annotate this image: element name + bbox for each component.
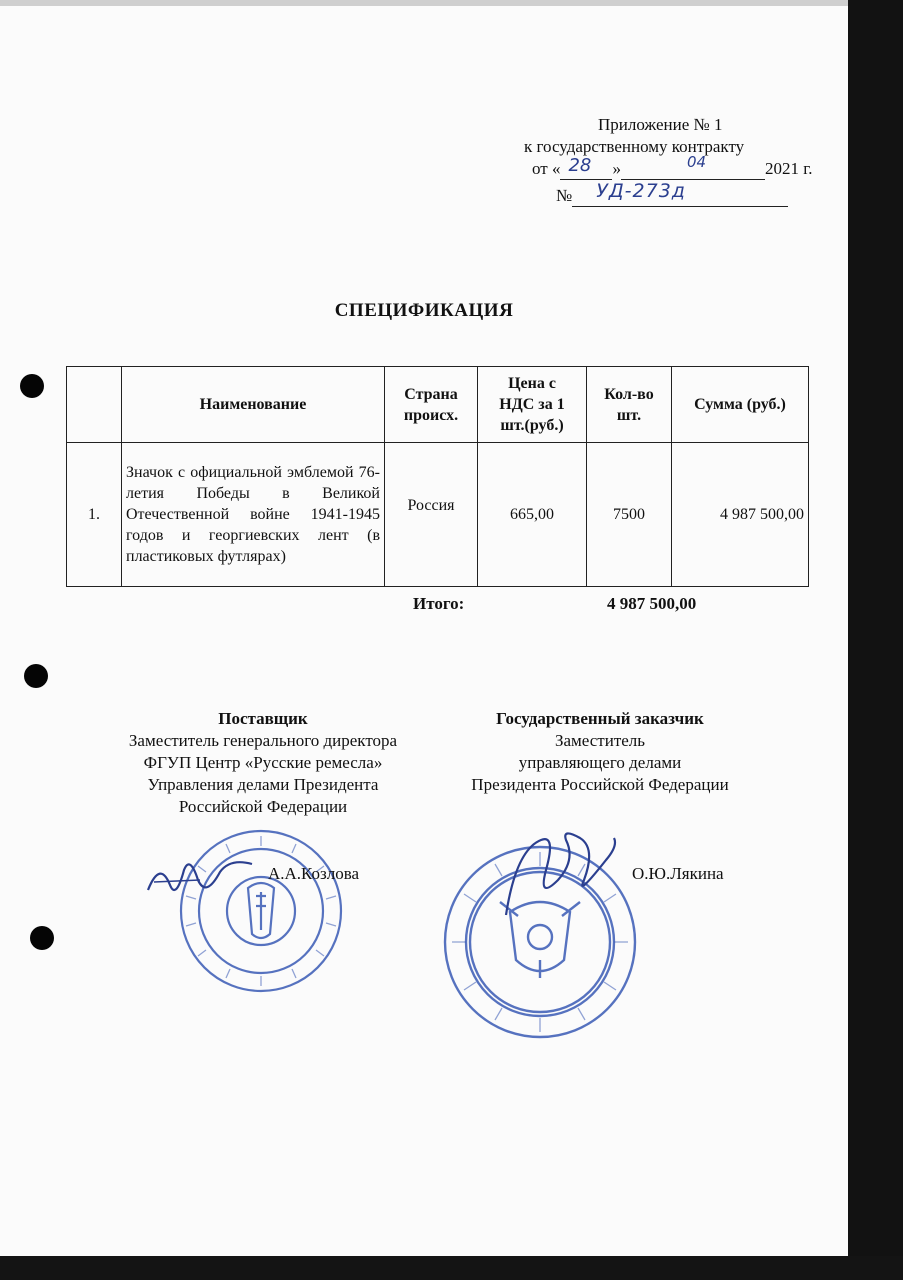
header-quantity	[587, 367, 672, 443]
scan-edge-bottom	[0, 1256, 903, 1280]
date-month-handwritten: 04	[686, 153, 707, 171]
number-prefix: №	[556, 186, 573, 205]
header-number	[67, 367, 122, 443]
table-header-row	[67, 367, 809, 443]
header-country	[385, 367, 478, 443]
punch-hole-1	[20, 374, 44, 398]
supplier-heading: Поставщик	[218, 709, 308, 728]
punch-hole-2	[24, 664, 48, 688]
header-country-line1: Страна	[404, 385, 458, 403]
supplier-signatory: А.А.Козлова	[268, 864, 360, 883]
header-country-line2: происх.	[403, 406, 459, 424]
row-number: 1.	[67, 443, 122, 587]
date-month-field	[621, 153, 765, 180]
annex-contract-ref: к государственному контракту	[524, 137, 745, 156]
customer-block	[430, 708, 770, 796]
supplier-line4: Российской Федерации	[178, 797, 348, 816]
header-qty-line2: шт.	[616, 406, 642, 424]
customer-line3: Президента Российской Федерации	[471, 775, 729, 794]
document-title: СПЕЦИФИКАЦИЯ	[334, 300, 514, 321]
customer-signature	[496, 820, 626, 930]
annex-title: Приложение № 1	[598, 115, 723, 134]
total-label: Итого:	[413, 594, 465, 613]
supplier-line2: ФГУП Центр «Русские ремесла»	[143, 753, 383, 772]
row-sum: 4 987 500,00	[672, 443, 809, 587]
number-handwritten: УД-273д	[596, 180, 686, 202]
date-year: 2021 г.	[764, 159, 813, 178]
header-sum: Сумма (руб.)	[672, 367, 809, 443]
supplier-line3: Управления делами Президента	[147, 775, 379, 794]
row-quantity: 7500	[587, 443, 672, 587]
number-field	[572, 180, 788, 207]
specification-table	[66, 366, 809, 587]
supplier-line1: Заместитель генерального директора	[128, 731, 398, 750]
row-price: 665,00	[478, 443, 587, 587]
customer-line2: управляющего делами	[518, 753, 682, 772]
customer-signatory: О.Ю.Лякина	[632, 864, 724, 883]
date-prefix: от «	[532, 159, 561, 178]
date-day-handwritten: 28	[568, 155, 592, 176]
header-qty-line1: Кол-во	[604, 385, 654, 403]
header-price-line1: Цена с	[508, 375, 556, 392]
punch-hole-3	[30, 926, 54, 950]
annex-number-line	[556, 180, 788, 207]
date-mid: »	[612, 159, 621, 178]
supplier-signature	[140, 850, 260, 910]
scan-edge-right	[848, 0, 903, 1280]
header-price	[478, 367, 587, 443]
table-row	[67, 443, 809, 587]
total-value: 4 987 500,00	[607, 594, 697, 613]
scan-top-shade	[0, 0, 888, 6]
header-price-line2: НДС за 1	[499, 396, 565, 413]
row-country: Россия	[385, 443, 478, 587]
annex-date-line	[532, 153, 813, 180]
header-name: Наименование	[122, 367, 385, 443]
supplier-block	[88, 708, 438, 818]
date-day-field	[560, 155, 612, 180]
header-price-line3: шт.(руб.)	[500, 417, 564, 434]
row-item-name: Значок с официальной эмблемой 76-летия Победы в Великой Отечественной войне 1941-1945 годов и георгиевских лент (в пластиковых футлярах)	[122, 443, 385, 587]
customer-heading: Государственный заказчик	[496, 709, 704, 728]
customer-line1: Заместитель	[554, 731, 646, 750]
